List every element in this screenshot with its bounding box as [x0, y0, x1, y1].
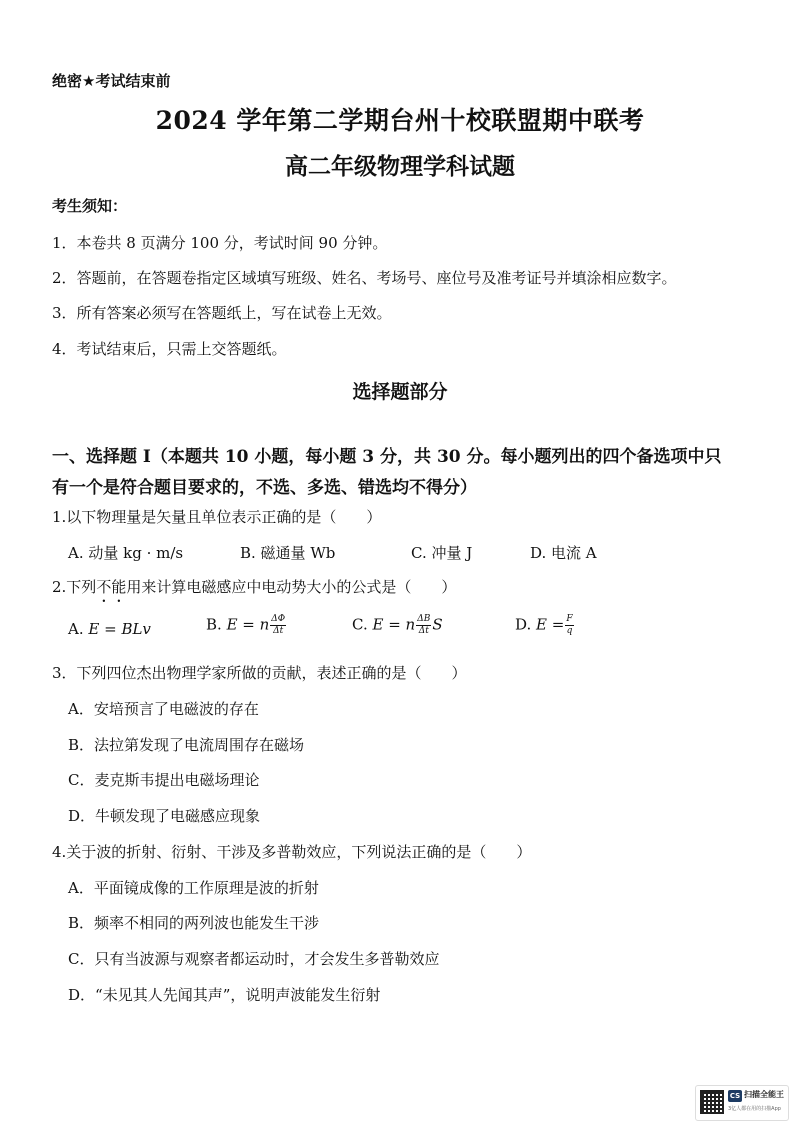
question-3-stem: 3．下列四位杰出物理学家所做的贡献，表述正确的是（ ） [52, 664, 467, 682]
option-label: C. [352, 615, 368, 634]
camscanner-logo: CS [729, 1092, 741, 1100]
question-2-option-d [515, 614, 575, 637]
formula-lhs: E = [536, 615, 565, 634]
question-2-option-b [206, 614, 287, 637]
question-4-option-a: A．平面镜成像的工作原理是波的折射 [68, 879, 319, 897]
option-label: A. [68, 620, 84, 638]
fraction-numerator: ΔB [417, 614, 431, 624]
notice-heading: 考生须知： [52, 197, 128, 215]
fraction-denominator: Δt [273, 626, 284, 636]
formula-lhs: E = n [372, 615, 416, 634]
part-heading-line2: 有一个是符合题目要求的，不选、多选、错选均不得分） [52, 478, 477, 498]
notice-item: 2．答题前，在答题卷指定区域填写班级、姓名、考场号、座位号及准考证号并填涂相应数字。 [52, 269, 677, 287]
question-4-option-b: B．频率不相同的两列波也能发生干涉 [68, 914, 320, 932]
question-3-option-b: B．法拉第发现了电流周围存在磁场 [68, 736, 305, 754]
notice-item: 4．考试结束后，只需上交答题纸。 [52, 340, 287, 358]
fraction-denominator: q [566, 626, 573, 636]
part-heading-line1: 一、选择题 I（本题共 10 小题，每小题 3 分，共 30 分。每小题列出的四个备选项中只 [52, 447, 722, 467]
question-1-option-a: A. 动量 kg · m/s [68, 544, 184, 562]
question-1-stem: 1.以下物理量是矢量且单位表示正确的是（ ） [52, 508, 382, 526]
section-title: 选择题部分 [352, 381, 448, 403]
notice-item: 1．本卷共 8 页满分 100 分，考试时间 90 分钟。 [52, 234, 388, 252]
watermark-subtitle: 3亿人都在用的扫描App [728, 1106, 781, 1112]
question-2-option-a [68, 620, 151, 638]
question-2-stem-post: 用来计算电磁感应中电动势大小的公式是（ ） [126, 578, 457, 596]
emphasis-can: 能 [111, 578, 127, 596]
question-1-option-b: B. 磁通量 Wb [240, 544, 336, 562]
qr-code-icon [700, 1090, 724, 1114]
question-3-option-c: C．麦克斯韦提出电磁场理论 [68, 771, 260, 789]
emphasis-not: 不 [96, 578, 112, 596]
question-3-option-d: D．牛顿发现了电磁感应现象 [68, 807, 261, 825]
watermark-name: 扫描全能王 [744, 1090, 784, 1099]
formula: E = BLv [88, 620, 151, 638]
question-2-option-c [352, 614, 443, 637]
exam-subtitle: 高二年级物理学科试题 [285, 153, 515, 180]
fraction-numerator: F [566, 614, 573, 624]
fraction-numerator: ΔΦ [271, 614, 286, 624]
confidential-label: 绝密★考试结束前 [52, 72, 171, 90]
question-4-option-c: C．只有当波源与观察者都运动时，才会发生多普勒效应 [68, 950, 440, 968]
fraction [416, 614, 431, 637]
formula-lhs: E = n [226, 615, 270, 634]
scanner-watermark [695, 1085, 789, 1121]
question-1-option-c: C. 冲量 J [411, 544, 473, 562]
option-label: D. [515, 615, 532, 634]
question-3-option-a: A．安培预言了电磁波的存在 [68, 700, 259, 718]
fraction [565, 614, 573, 637]
fraction-denominator: Δt [418, 626, 429, 636]
exam-title: 2024 学年第二学期台州十校联盟期中联考 [155, 106, 645, 135]
formula-tail: S [432, 615, 443, 634]
option-label: B. [206, 615, 222, 634]
question-4-option-d: D．“未见其人先闻其声”，说明声波能发生衍射 [68, 986, 381, 1004]
question-2-stem-pre: 2.下列 [52, 578, 97, 596]
question-4-stem: 4.关于波的折射、衍射、干涉及多普勒效应，下列说法正确的是（ ） [52, 843, 532, 861]
question-1-option-d: D. 电流 A [530, 544, 597, 562]
notice-item: 3．所有答案必须写在答题纸上，写在试卷上无效。 [52, 304, 392, 322]
question-2-stem [52, 576, 456, 597]
fraction [270, 614, 286, 637]
